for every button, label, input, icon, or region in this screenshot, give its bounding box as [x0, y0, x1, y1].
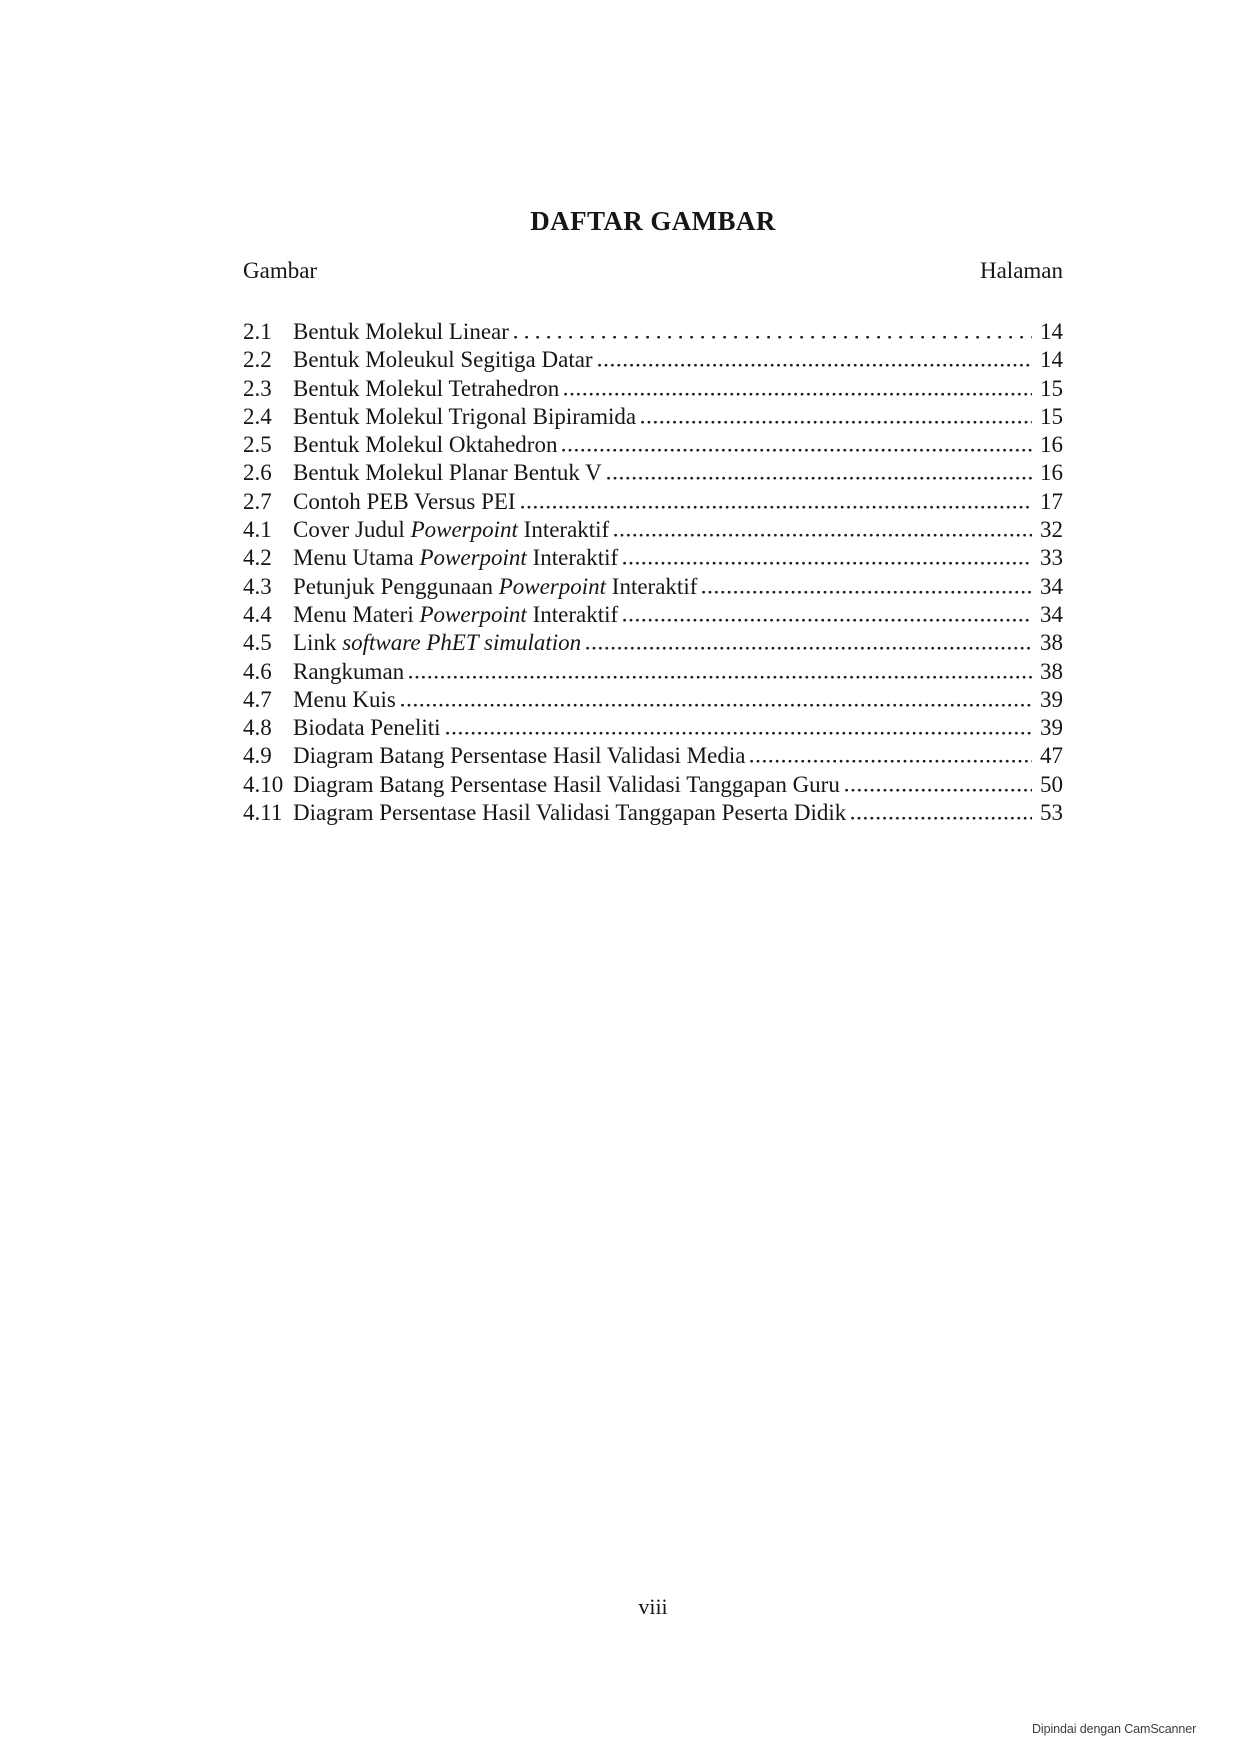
- figure-page-number: 15: [1040, 375, 1063, 401]
- camscanner-watermark: Dipindai dengan CamScanner: [1032, 1722, 1197, 1736]
- figure-page-number: 14: [1040, 347, 1063, 373]
- figure-number: 2.1: [243, 319, 272, 344]
- toc-entry: [243, 629, 1063, 657]
- dot-leader: [401, 702, 1032, 707]
- figure-number: 2.2: [243, 347, 272, 373]
- dot-leader: [598, 362, 1032, 367]
- figure-page-number: 15: [1040, 403, 1063, 429]
- figure-number: 4.11: [243, 800, 283, 826]
- figure-number: 2.7: [243, 488, 272, 514]
- figure-number: 4.6: [243, 658, 272, 684]
- figure-number: 2.6: [243, 460, 272, 486]
- figure-number: 4.3: [243, 573, 272, 599]
- page-number-folio: viii: [638, 1594, 668, 1619]
- toc-entry: [243, 375, 1063, 403]
- figure-page-number: 32: [1040, 517, 1063, 543]
- figure-caption: Bentuk Molekul Tetrahedron: [293, 375, 560, 401]
- figure-page-number: 16: [1040, 460, 1063, 486]
- figure-page-number: 39: [1040, 715, 1063, 741]
- dot-leader: [750, 758, 1032, 763]
- toc-entry: [243, 742, 1063, 770]
- dot-leader: [702, 589, 1032, 594]
- column-header-gambar: Gambar: [243, 258, 318, 283]
- toc-entry: [243, 714, 1063, 742]
- dot-leader: [623, 560, 1032, 565]
- figure-caption: Cover Judul Powerpoint Interaktif: [293, 517, 610, 543]
- figure-caption: Menu Utama Powerpoint Interaktif: [293, 545, 619, 571]
- figure-caption: Petunjuk Penggunaan Powerpoint Interaktif: [293, 573, 698, 599]
- figure-caption: Bentuk Molekul Oktahedron: [293, 432, 558, 458]
- dot-leader: [446, 730, 1032, 735]
- figure-caption: Bentuk Molekul Trigonal Bipiramida: [293, 403, 637, 429]
- figure-caption: Diagram Persentase Hasil Validasi Tanggapan Peserta Didik: [293, 800, 847, 826]
- dot-leader: [562, 447, 1032, 452]
- toc-entry: [243, 516, 1063, 544]
- figure-page-number: 34: [1040, 601, 1063, 627]
- toc-entry: [243, 658, 1063, 686]
- toc-entry: [243, 544, 1063, 572]
- figure-page-number: 38: [1040, 658, 1063, 684]
- figure-number: 4.2: [243, 545, 272, 571]
- figure-page-number: 53: [1040, 800, 1063, 826]
- toc-entry: [243, 771, 1063, 799]
- figure-number: 4.10: [243, 771, 284, 797]
- figure-caption: Link software PhET simulation: [293, 630, 582, 656]
- figure-list: [243, 318, 1063, 827]
- dot-leader: [845, 787, 1032, 792]
- toc-entry: [243, 431, 1063, 459]
- figure-page-number: 47: [1040, 743, 1063, 769]
- figure-number: 4.8: [243, 715, 272, 741]
- page-title: DAFTAR GAMBAR: [530, 206, 776, 236]
- figure-caption: Menu Materi Powerpoint Interaktif: [293, 601, 619, 627]
- figure-number: 4.1: [243, 517, 272, 543]
- toc-entry: [243, 601, 1063, 629]
- column-header-halaman: Halaman: [979, 258, 1063, 283]
- figure-number: 4.5: [243, 630, 272, 656]
- dot-leader: [514, 334, 1032, 339]
- figure-number: 4.9: [243, 743, 272, 769]
- list-of-figures-header: [243, 258, 1063, 284]
- figure-number: 2.3: [243, 375, 272, 401]
- toc-entry: [243, 799, 1063, 827]
- figure-number: 4.7: [243, 686, 272, 712]
- figure-caption: Bentuk Moleukul Segitiga Datar: [293, 347, 593, 373]
- figure-caption: Diagram Batang Persentase Hasil Validasi Tanggapan Guru: [293, 771, 840, 797]
- dot-leader: [641, 419, 1032, 424]
- toc-entry: [243, 459, 1063, 487]
- figure-caption: Menu Kuis: [293, 686, 396, 712]
- dot-leader: [564, 391, 1032, 396]
- figure-page-number: 17: [1040, 488, 1063, 514]
- dot-leader: [409, 674, 1032, 679]
- toc-entry: [243, 488, 1063, 516]
- dot-leader: [521, 504, 1032, 509]
- dot-leader: [614, 532, 1032, 537]
- figure-caption: Rangkuman: [293, 658, 405, 684]
- dot-leader: [586, 645, 1032, 650]
- toc-entry: [243, 573, 1063, 601]
- figure-caption: Bentuk Molekul Planar Bentuk V: [293, 460, 602, 486]
- toc-entry: [243, 346, 1063, 374]
- figure-page-number: 39: [1040, 686, 1063, 712]
- toc-entry: [243, 318, 1063, 346]
- figure-number: 4.4: [243, 601, 272, 627]
- figure-caption: Diagram Batang Persentase Hasil Validasi Media: [293, 743, 746, 769]
- figure-number: 2.4: [243, 403, 272, 429]
- figure-caption: Contoh PEB Versus PEI: [293, 488, 516, 514]
- figure-caption: Biodata Peneliti: [293, 715, 441, 741]
- dot-leader: [607, 475, 1032, 480]
- figure-caption: Bentuk Molekul Linear: [293, 319, 509, 344]
- figure-page-number: 33: [1040, 545, 1063, 571]
- figure-page-number: 16: [1040, 432, 1063, 458]
- figure-page-number: 14: [1040, 319, 1063, 344]
- figure-page-number: 34: [1040, 573, 1063, 599]
- dot-leader: [623, 617, 1032, 622]
- figure-page-number: 38: [1040, 630, 1063, 656]
- toc-entry: [243, 686, 1063, 714]
- figure-number: 2.5: [243, 432, 272, 458]
- dot-leader: [851, 815, 1032, 820]
- figure-page-number: 50: [1040, 771, 1063, 797]
- toc-entry: [243, 403, 1063, 431]
